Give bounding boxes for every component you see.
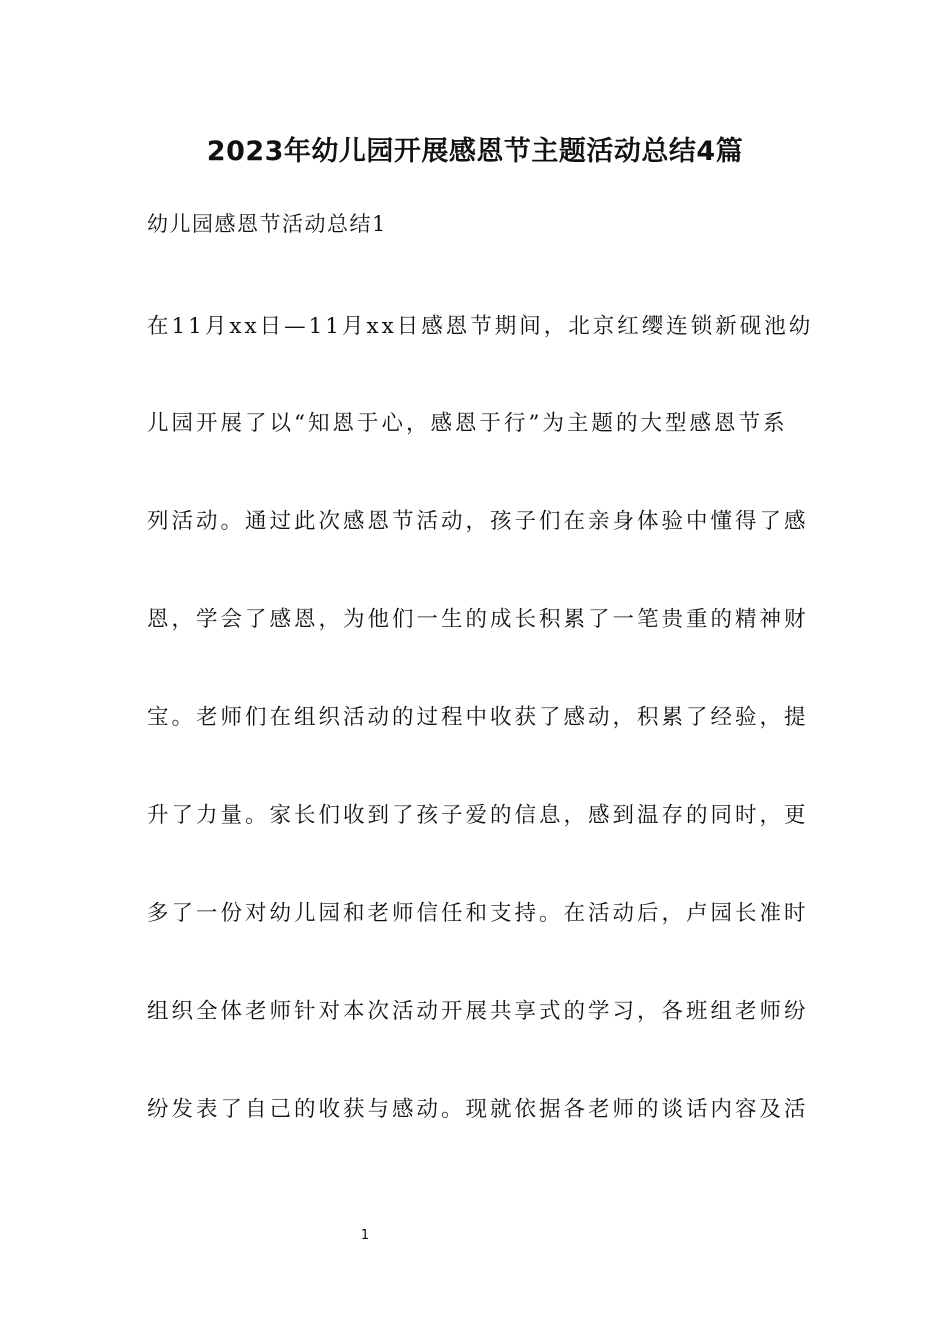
- body-line-1: 在11月xx日—11月xx日感恩节期间，北京红缨连锁新砚池幼: [147, 314, 814, 339]
- body-line-4: 恩，学会了感恩，为他们一生的成长积累了一笔贵重的精神财: [147, 607, 809, 632]
- body-line-5: 宝。老师们在组织活动的过程中收获了感动，积累了经验，提: [147, 705, 809, 730]
- body-line-2: 儿园开展了以“知恩于心，感恩于行”为主题的大型感恩节系: [147, 411, 788, 436]
- body-line-3: 列活动。通过此次感恩节活动，孩子们在亲身体验中懂得了感: [147, 509, 809, 534]
- section-heading: 幼儿园感恩节活动总结1: [147, 212, 387, 236]
- page-number: 1: [360, 1228, 370, 1243]
- body-line-6: 升了力量。家长们收到了孩子爱的信息，感到温存的同时，更: [147, 803, 809, 828]
- page-title: 2023年幼儿园开展感恩节主题活动总结4篇: [206, 136, 744, 167]
- body-line-7: 多了一份对幼儿园和老师信任和支持。在活动后，卢园长准时: [147, 901, 809, 926]
- body-line-8: 组织全体老师针对本次活动开展共享式的学习，各班组老师纷: [147, 999, 809, 1024]
- body-line-9: 纷发表了自己的收获与感动。现就依据各老师的谈话内容及活: [147, 1097, 809, 1122]
